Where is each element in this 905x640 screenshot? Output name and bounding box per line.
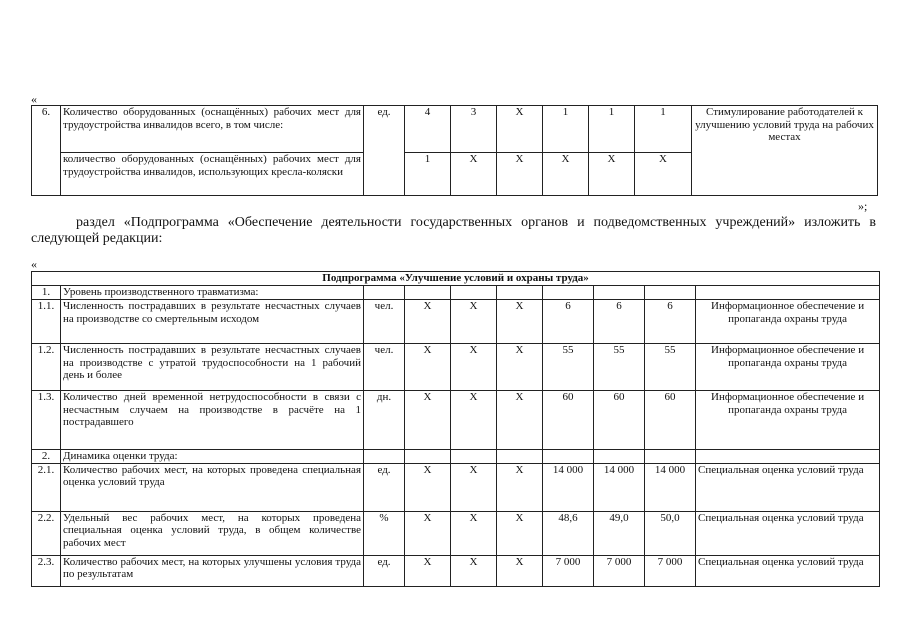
indicator-name: Численность пострадавших в результате несчастных случаев на производстве со смертельным исходом — [61, 300, 364, 344]
unit-cell: чел. — [364, 300, 405, 344]
value-cell: Х — [451, 300, 497, 344]
value-cell: 14 000 — [594, 463, 645, 511]
table-row — [32, 344, 880, 391]
value-cell: Х — [635, 153, 692, 196]
section-name: Уровень производственного травматизма: — [61, 286, 364, 300]
value-cell: 7 000 — [594, 555, 645, 586]
section-row — [32, 450, 880, 464]
table-row — [32, 511, 880, 555]
table-row — [32, 463, 880, 511]
value-cell: 6 — [594, 300, 645, 344]
indicator-name: Численность пострадавших в результате несчастных случаев на производстве с утратой трудоспособности на 1 рабочий день и более — [61, 344, 364, 391]
opening-quote-2: « — [31, 257, 37, 271]
table-row — [32, 106, 878, 153]
section-row — [32, 286, 880, 300]
value-cell: 50,0 — [645, 511, 696, 555]
value-cell: 48,6 — [543, 511, 594, 555]
measure-cell: Информационное обеспечение и пропаганда охраны труда — [696, 391, 880, 450]
value-cell: Х — [451, 463, 497, 511]
row-number: 1.1. — [32, 300, 61, 344]
table-title-row — [32, 272, 880, 286]
value-cell: 55 — [594, 344, 645, 391]
table-row — [32, 391, 880, 450]
indicator-name: количество оборудованных (оснащённых) рабочих мест для трудоустройства инвалидов, использующих кресла-коляски — [61, 153, 364, 196]
row-number: 2.2. — [32, 511, 61, 555]
value-cell: 1 — [543, 106, 589, 153]
value-cell: Х — [451, 555, 497, 586]
row-number: 2.3. — [32, 555, 61, 586]
value-cell: Х — [451, 153, 497, 196]
value-cell: 55 — [543, 344, 594, 391]
value-cell: Х — [497, 511, 543, 555]
unit-cell: дн. — [364, 391, 405, 450]
table-row — [32, 300, 880, 344]
indicator-name: Количество дней временной нетрудоспособности в связи с несчастным случаем на производстве в расчёте на 1 пострадавшего — [61, 391, 364, 450]
unit-cell: ед. — [364, 106, 405, 196]
value-cell: 6 — [645, 300, 696, 344]
value-cell: 60 — [645, 391, 696, 450]
measure-cell: Специальная оценка условий труда — [696, 555, 880, 586]
value-cell: Х — [497, 153, 543, 196]
value-cell: 60 — [594, 391, 645, 450]
indicator-name: Количество рабочих мест, на которых проведена специальная оценка условий труда — [61, 463, 364, 511]
table-row — [32, 555, 880, 586]
value-cell: Х — [497, 300, 543, 344]
value-cell: Х — [589, 153, 635, 196]
indicator-table-2 — [31, 271, 880, 587]
amendment-paragraph: раздел «Подпрограмма «Обеспечение деятельности государственных органов и подведомственных учреждений» изложить в следующей редакции: — [31, 215, 876, 246]
indicator-table-1 — [31, 105, 878, 196]
value-cell: Х — [405, 555, 451, 586]
value-cell: 6 — [543, 300, 594, 344]
value-cell: 14 000 — [543, 463, 594, 511]
opening-quote: « — [31, 92, 37, 106]
value-cell: Х — [451, 391, 497, 450]
indicator-name: Количество оборудованных (оснащённых) рабочих мест для трудоустройства инвалидов всего, в том числе: — [61, 106, 364, 153]
unit-cell: % — [364, 511, 405, 555]
section-name: Динамика оценки труда: — [61, 450, 364, 464]
row-number: 1.3. — [32, 391, 61, 450]
value-cell: 14 000 — [645, 463, 696, 511]
value-cell: Х — [497, 344, 543, 391]
value-cell: Х — [497, 463, 543, 511]
value-cell: 55 — [645, 344, 696, 391]
value-cell: 7 000 — [543, 555, 594, 586]
value-cell: Х — [451, 344, 497, 391]
row-number: 6. — [32, 106, 61, 196]
value-cell: 1 — [589, 106, 635, 153]
value-cell: 3 — [451, 106, 497, 153]
indicator-name: Удельный вес рабочих мест, на которых проведена специальная оценка условий труда, в общем количестве рабочих мест — [61, 511, 364, 555]
measure-cell: Информационное обеспечение и пропаганда охраны труда — [696, 344, 880, 391]
section-number: 2. — [32, 450, 61, 464]
value-cell: Х — [497, 555, 543, 586]
value-cell: 4 — [405, 106, 451, 153]
measure-cell: Информационное обеспечение и пропаганда охраны труда — [696, 300, 880, 344]
value-cell: Х — [405, 391, 451, 450]
value-cell: Х — [405, 463, 451, 511]
closing-quote: »; — [858, 199, 868, 213]
value-cell: Х — [543, 153, 589, 196]
unit-cell: ед. — [364, 463, 405, 511]
value-cell: Х — [497, 391, 543, 450]
value-cell: 49,0 — [594, 511, 645, 555]
subprogram-title: Подпрограмма «Улучшение условий и охраны труда» — [32, 272, 880, 286]
measure-cell: Стимулирование работодателей к улучшению условий труда на рабочих местах — [692, 106, 878, 196]
row-number: 2.1. — [32, 463, 61, 511]
measure-cell: Специальная оценка условий труда — [696, 463, 880, 511]
value-cell: Х — [405, 300, 451, 344]
unit-cell: ед. — [364, 555, 405, 586]
value-cell: 1 — [405, 153, 451, 196]
value-cell: Х — [451, 511, 497, 555]
value-cell: Х — [497, 106, 543, 153]
section-number: 1. — [32, 286, 61, 300]
measure-cell: Специальная оценка условий труда — [696, 511, 880, 555]
value-cell: 1 — [635, 106, 692, 153]
indicator-name: Количество рабочих мест, на которых улучшены условия труда по результатам — [61, 555, 364, 586]
value-cell: Х — [405, 511, 451, 555]
unit-cell: чел. — [364, 344, 405, 391]
row-number: 1.2. — [32, 344, 61, 391]
value-cell: 7 000 — [645, 555, 696, 586]
value-cell: 60 — [543, 391, 594, 450]
value-cell: Х — [405, 344, 451, 391]
